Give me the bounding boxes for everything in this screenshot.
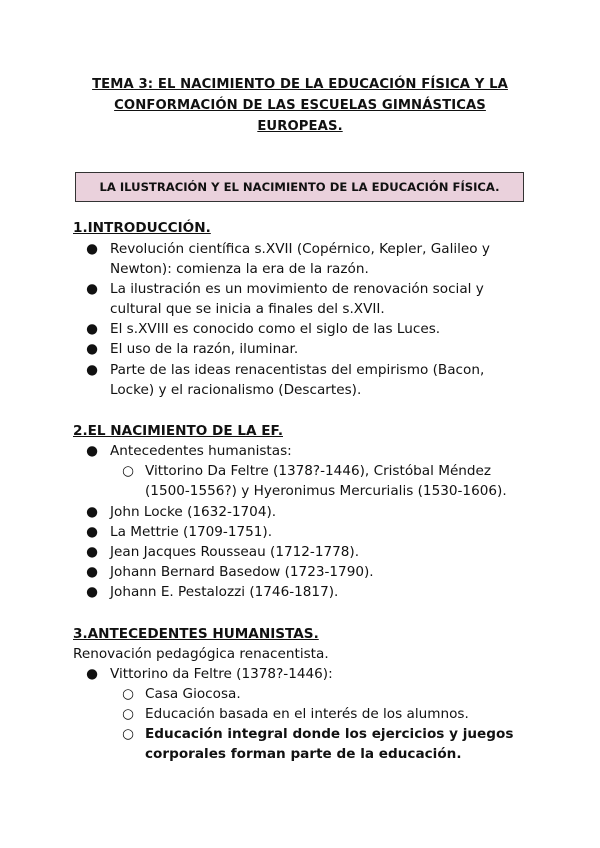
list-item: ● El s.XVIII es conocido como el siglo de las Luces. bbox=[110, 319, 520, 339]
section-3-intro: Renovación pedagógica renacentista. bbox=[73, 646, 329, 662]
bullet-disc: ● bbox=[86, 504, 98, 520]
bullet-disc: ● bbox=[86, 584, 98, 600]
bullet-disc: ● bbox=[86, 666, 98, 682]
bullet-disc: ● bbox=[86, 524, 98, 540]
chapter-banner: LA ILUSTRACIÓN Y EL NACIMIENTO DE LA EDUCACIÓN FÍSICA. bbox=[75, 172, 524, 202]
list-item: ● John Locke (1632-1704). bbox=[110, 502, 520, 522]
bullet-disc: ● bbox=[86, 281, 98, 297]
section-3-heading: 3.ANTECEDENTES HUMANISTAS. bbox=[73, 626, 319, 642]
bullet-disc: ● bbox=[86, 564, 98, 580]
bullet-circle: ○ bbox=[122, 686, 134, 702]
list-item: ● La ilustración es un movimiento de renovación social y cultural que se inicia a finales del s.XVII. bbox=[110, 279, 520, 319]
bullet-disc: ● bbox=[86, 362, 98, 378]
bullet-disc: ● bbox=[86, 321, 98, 337]
list-item: ● La Mettrie (1709-1751). bbox=[110, 522, 520, 542]
list-item: ● Johann E. Pestalozzi (1746-1817). bbox=[110, 582, 520, 602]
sub-list-item: ○ Educación basada en el interés de los alumnos. bbox=[145, 704, 525, 724]
list-item: ● El uso de la razón, iluminar. bbox=[110, 339, 520, 359]
list-item: ● Antecedentes humanistas: bbox=[110, 441, 520, 461]
bullet-circle: ○ bbox=[122, 463, 134, 479]
bullet-disc: ● bbox=[86, 241, 98, 257]
sub-list-item: ○ Casa Giocosa. bbox=[145, 684, 525, 704]
list-item: ● Revolución científica s.XVII (Copérnico, Kepler, Galileo y Newton): comienza la era de la razón. bbox=[110, 239, 520, 279]
section-1-heading: 1.INTRODUCCIÓN. bbox=[73, 220, 211, 236]
list-item: ● Johann Bernard Basedow (1723-1790). bbox=[110, 562, 520, 582]
list-item: ● Parte de las ideas renacentistas del empirismo (Bacon, Locke) y el racionalismo (Descartes). bbox=[110, 360, 520, 400]
document-title bbox=[84, 74, 516, 137]
bullet-disc: ● bbox=[86, 443, 98, 459]
section-2-heading: 2.EL NACIMIENTO DE LA EF. bbox=[73, 423, 283, 439]
bullet-disc: ● bbox=[86, 341, 98, 357]
bullet-circle: ○ bbox=[122, 706, 134, 722]
sub-list-item: ○ Educación integral donde los ejercicios y juegos corporales forman parte de la educación. bbox=[145, 724, 525, 764]
list-item: ● Vittorino da Feltre (1378?-1446): bbox=[110, 664, 520, 684]
title-line-1: TEMA 3: EL NACIMIENTO DE LA EDUCACIÓN FÍSICA Y LA bbox=[92, 77, 508, 92]
list-item: ● Jean Jacques Rousseau (1712-1778). bbox=[110, 542, 520, 562]
bullet-circle: ○ bbox=[122, 726, 134, 742]
sub-list-item: ○ Vittorino Da Feltre (1378?-1446), Cristóbal Méndez (1500-1556?) y Hyeronimus Mercurialis (1530-1606). bbox=[145, 461, 525, 501]
bullet-disc: ● bbox=[86, 544, 98, 560]
title-line-3: EUROPEAS. bbox=[257, 119, 343, 134]
title-line-2: CONFORMACIÓN DE LAS ESCUELAS GIMNÁSTICAS bbox=[114, 98, 486, 113]
